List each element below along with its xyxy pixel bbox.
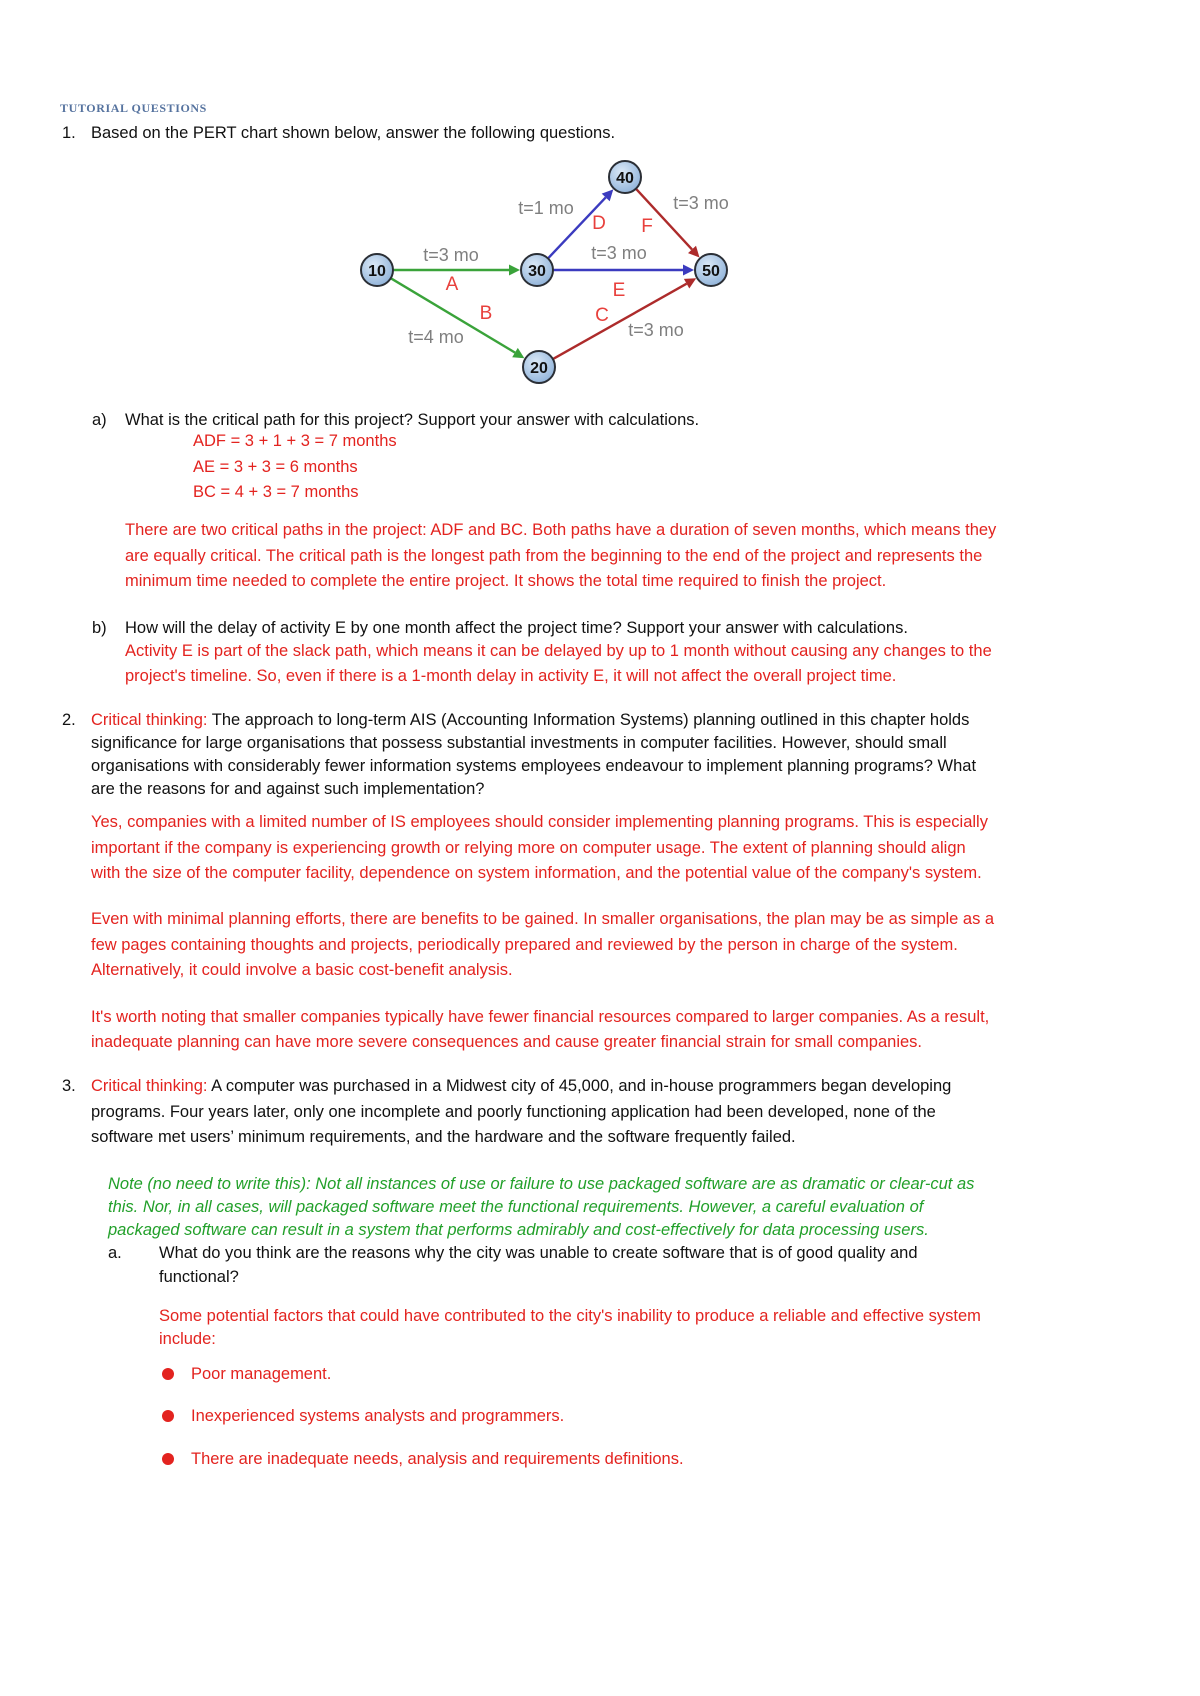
subquestion-marker: a) (92, 411, 107, 429)
section-heading: TUTORIAL QUESTIONS (60, 101, 207, 115)
answer-line: Alternatively, it could involve a basic cost-benefit analysis. (91, 961, 513, 979)
calculation-line: ADF = 3 + 1 + 3 = 7 months (193, 432, 397, 450)
node-label: 10 (368, 263, 386, 280)
question-3-number: 3. (62, 1077, 76, 1095)
node-label: 50 (702, 263, 720, 280)
activity-letter-b: B (479, 303, 493, 324)
instructor-note (108, 1173, 974, 1242)
calculation-line: BC = 4 + 3 = 7 months (193, 483, 359, 501)
critical-thinking-label: Critical thinking: (91, 710, 208, 729)
event-node-40 (609, 161, 641, 193)
question-line: organisations with considerably fewer information systems employees endeavour to implement planning programs? What (91, 756, 977, 775)
answer-line: Even with minimal planning efforts, there are benefits to be gained. In smaller organisations, the plan may be as simple as a (91, 910, 995, 928)
subquestion-line: functional? (159, 1268, 239, 1286)
question-line (91, 1074, 951, 1100)
activity-e-30-to-50 (553, 265, 694, 276)
bullet-text: There are inadequate needs, analysis and requirements definitions. (191, 1450, 684, 1468)
event-node-30 (521, 254, 553, 286)
answer-line: inadequate planning can have more severe consequences and cause greater financial strain for small companies. (91, 1032, 923, 1051)
answer-paragraph (125, 639, 992, 689)
question-line: programs. Four years later, only one incomplete and poorly functioning application had been developed, none of the (91, 1102, 936, 1121)
pert-chart (340, 150, 740, 390)
answer-paragraph (91, 907, 994, 984)
answer-line: include: (159, 1329, 216, 1348)
question-2-text (91, 709, 976, 801)
bullet-dot-icon (162, 1368, 174, 1380)
activity-letter-e: E (612, 280, 626, 301)
duration-label-f: t=3 mo (673, 193, 729, 213)
question-3-text (91, 1074, 951, 1151)
duration-label-b: t=4 mo (408, 327, 464, 347)
answer-paragraph (91, 810, 988, 887)
answer-line: are equally critical. The critical path is the longest path from the beginning to the end of the project and represents the (125, 546, 983, 565)
answer-line: important if the company is experiencing growth or relying more on computer usage. The extent of planning should align (91, 838, 966, 857)
subquestion-text (159, 1241, 918, 1289)
calculation-line: AE = 3 + 3 = 6 months (193, 457, 358, 476)
duration-label-c: t=3 mo (628, 320, 684, 340)
question-line: are the reasons for and against such implementation? (91, 779, 485, 798)
duration-label-d: t=1 mo (518, 198, 574, 218)
answer-line: Some potential factors that could have contributed to the city's inability to produce a reliable and effective system (159, 1306, 981, 1325)
question-2-number: 2. (62, 710, 76, 729)
activity-letter-f: F (641, 216, 653, 237)
answer-line: There are two critical paths in the project: ADF and BC. Both paths have a duration of seven months, which means they (125, 521, 997, 539)
subquestion-line: What do you think are the reasons why the city was unable to create software that is of good quality and (159, 1244, 918, 1262)
note-line: Note (no need to write this): Not all instances of use or failure to use packaged software are as dramatic or clear-cut as (108, 1174, 975, 1193)
path-calculations (193, 429, 397, 506)
subquestion-text: How will the delay of activity E by one month affect the project time? Support your answer with calculations. (125, 619, 908, 637)
event-node-20 (523, 351, 555, 383)
activity-letter-d: D (592, 213, 606, 234)
question-line: significance for large organisations that possess substantial investments in computer facilities. However, should small (91, 733, 947, 752)
activity-a-arrowhead (509, 265, 520, 276)
activity-letter-c: C (595, 305, 609, 326)
question-line (91, 709, 976, 732)
answer-paragraph (125, 518, 996, 595)
answer-paragraph (91, 1005, 989, 1055)
question-line-text: The approach to long-term AIS (Accounting Information Systems) planning outlined in this chapter holds (211, 710, 970, 729)
bullet-item (162, 1447, 684, 1471)
question-line: software met users’ minimum requirements, and the hardware and the software frequently failed. (91, 1128, 796, 1146)
node-label: 40 (616, 170, 634, 187)
answer-line: few pages containing thoughts and projects, periodically prepared and reviewed by the person in charge of the system. (91, 935, 958, 954)
answer-line: with the size of the computer facility, dependence on system information, and the potential value of the company's system. (91, 864, 982, 882)
event-node-10 (361, 254, 393, 286)
bullet-text: Inexperienced systems analysts and programmers. (191, 1407, 565, 1425)
activity-letter-a: A (445, 274, 459, 295)
critical-thinking-label: Critical thinking: (91, 1077, 208, 1095)
answer-line: It's worth noting that smaller companies typically have fewer financial resources compared to larger companies. As a result, (91, 1007, 990, 1026)
note-line: packaged software can result in a system that performs admirably and cost-effectively for data processing users. (108, 1220, 929, 1239)
subquestion-marker: a. (108, 1244, 122, 1262)
bullet-item (162, 1362, 331, 1386)
node-label: 30 (528, 263, 546, 280)
duration-label-e: t=3 mo (591, 243, 647, 263)
bullet-text: Poor management. (191, 1365, 332, 1383)
answer-line: project's timeline. So, even if there is a 1-month delay in activity E, it will not affect the overall project time. (125, 666, 897, 685)
answer-line: Yes, companies with a limited number of IS employees should consider implementing planning programs. This is especially (91, 813, 988, 831)
bullet-item (162, 1404, 564, 1428)
answer-paragraph (159, 1305, 981, 1351)
answer-line: Activity E is part of the slack path, which means it can be delayed by up to 1 month without causing any changes to the (125, 641, 992, 660)
answer-line: minimum time needed to complete the entire project. It shows the total time required to finish the project. (125, 572, 887, 590)
duration-label-a: t=3 mo (423, 245, 479, 265)
question-line-text: A computer was purchased in a Midwest city of 45,000, and in-house programmers began developing (211, 1077, 952, 1095)
node-label: 20 (530, 360, 548, 377)
subquestion-marker: b) (92, 619, 107, 637)
question-1-text: Based on the PERT chart shown below, answer the following questions. (91, 124, 616, 142)
note-line: this. Nor, in all cases, will packaged software meet the functional requirements. However, a careful evaluation of (108, 1197, 924, 1216)
subquestion-text: What is the critical path for this project? Support your answer with calculations. (125, 411, 700, 429)
bullet-dot-icon (162, 1453, 174, 1465)
question-1-number: 1. (62, 124, 76, 142)
bullet-dot-icon (162, 1410, 174, 1422)
activity-e-arrowhead (683, 265, 694, 276)
event-node-50 (695, 254, 727, 286)
